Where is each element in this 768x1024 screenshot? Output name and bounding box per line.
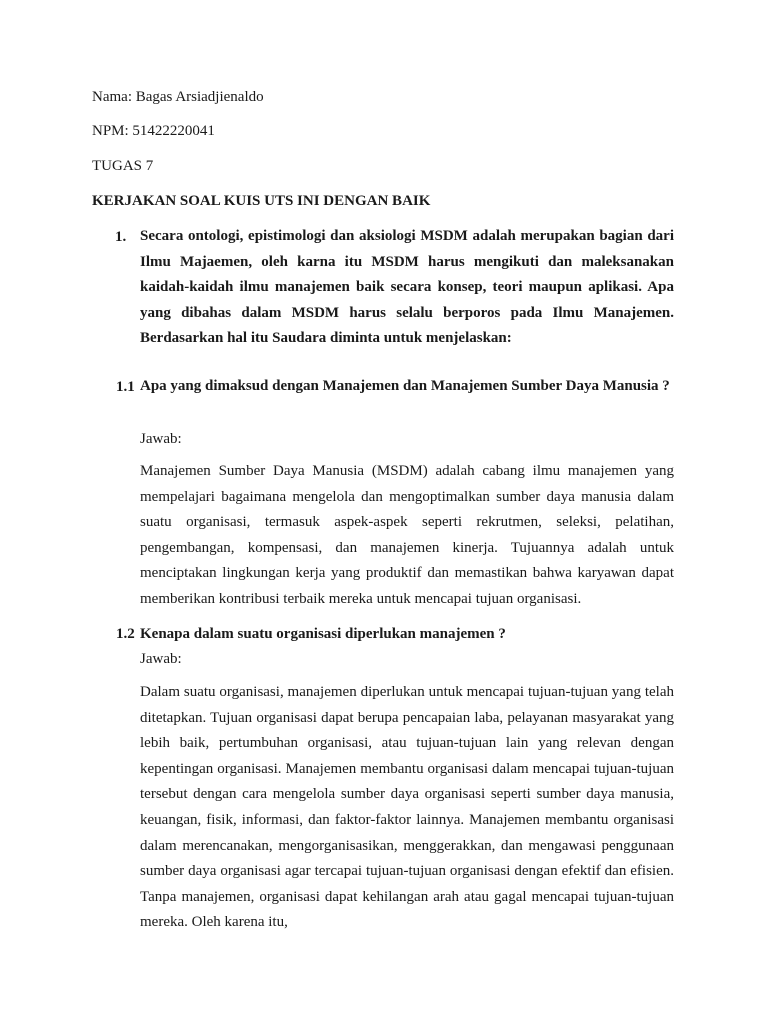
answer-1-2-text: Dalam suatu organisasi, manajemen diperlukan untuk mencapai tujuan-tujuan yang telah ditetapkan. Tujuan organisasi dapat berupa pencapaian laba, pelayanan masyarakat yang lebih baik, pertumbuhan organisasi, atau tujuan-tujuan lain yang relevan dengan kepentingan organisasi. Manajemen membantu organisasi dalam mencapai tujuan-tujuan tersebut dengan cara mengelola sumber daya organisasi seperti sumber daya manusia, keuangan, fisik, informasi, dan faktor-faktor lainnya. Manajemen membantu organisasi dalam merencanakan, mengorganisasikan, menggerakkan, dan mengawasi penggunaan sumber daya organisasi agar tercapai tujuan-tujuan organisasi dengan efektif dan efisien. Tanpa manajemen, organisasi dapat kehilangan arah atau gagal mencapai tujuan-tujuan mereka. Oleh karena itu,	[140, 684, 674, 931]
answer-1-1-label: Jawab:	[140, 431, 182, 447]
question-1-2-number: 1.2	[116, 626, 135, 642]
instruction-heading: KERJAKAN SOAL KUIS UTS INI DENGAN BAIK	[92, 193, 431, 209]
assignment-title: TUGAS 7	[92, 158, 154, 174]
student-npm: NPM: 51422220041	[92, 123, 215, 139]
question-1-text: Secara ontologi, epistimologi dan aksiologi MSDM adalah merupakan bagian dari Ilmu Majaemen, oleh karna itu MSDM harus mengikuti dan maleksanakan kaidah-kaidah ilmu manajemen baik secara konsep, teori maupun aplikasi. Apa yang dibahas dalam MSDM harus selalu berporos pada Ilmu Manajemen. Berdasarkan hal itu Saudara diminta untuk menjelaskan:	[140, 228, 674, 347]
question-1-1-text: Apa yang dimaksud dengan Manajemen dan Manajemen Sumber Daya Manusia ?	[140, 378, 670, 394]
student-name: Nama: Bagas Arsiadjienaldo	[92, 89, 264, 105]
answer-1-2-label: Jawab:	[140, 651, 182, 667]
answer-1-1-text: Manajemen Sumber Daya Manusia (MSDM) adalah cabang ilmu manajemen yang mempelajari bagaimana mengelola dan mengoptimalkan sumber daya manusia dalam suatu organisasi, termasuk aspek-aspek seperti rekrutmen, seleksi, pelatihan, pengembangan, kompensasi, dan manajemen kinerja. Tujuannya adalah untuk menciptakan lingkungan kerja yang produktif dan memastikan bahwa karyawan dapat memberikan kontribusi terbaik mereka untuk mencapai tujuan organisasi.	[140, 463, 674, 607]
question-1-1-number: 1.1	[116, 379, 135, 395]
question-1-2-text: Kenapa dalam suatu organisasi diperlukan manajemen ?	[140, 626, 506, 642]
question-1-number: 1.	[115, 229, 127, 245]
